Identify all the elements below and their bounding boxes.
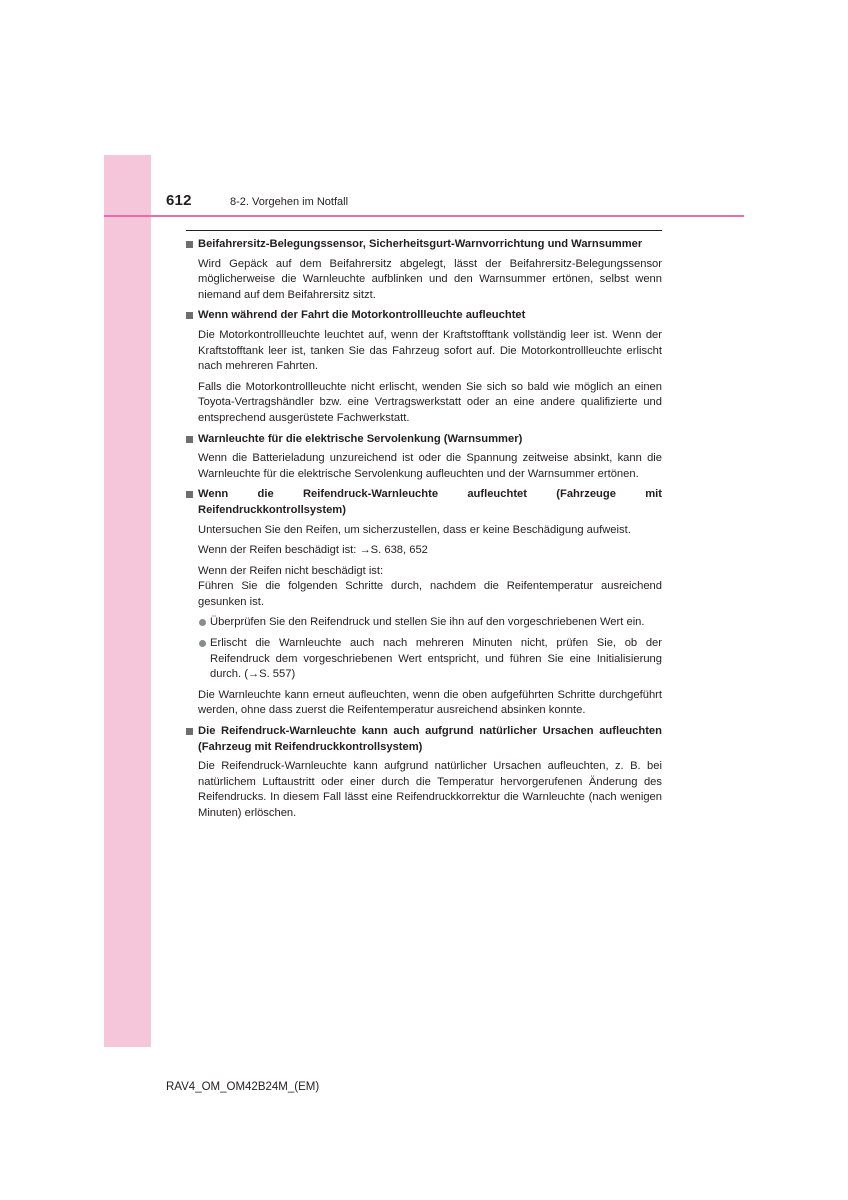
paragraph: Die Warnleuchte kann erneut aufleuchten, wenn die oben aufgeführten Schritte durchgeführt werden, ohne dass zuerst die Reifentemperatur ausreichend absinken konnte. — [198, 688, 662, 717]
entry-heading-text: Wenn die Reifendruck-Warnleuchte aufleuchtet (Fahrzeuge mit Reifendruckkontrollsystem) — [198, 488, 662, 516]
paragraph: Wenn die Batterieladung unzureichend ist oder die Spannung zeitweise absinkt, kann die Warnleuchte für die elektrische Servolenkung aufleuchten und der Warnsummer ertönen. — [198, 452, 662, 480]
paragraph: Wenn der Reifen beschädigt ist: →S. 638, 652 — [198, 544, 428, 557]
paragraph: Die Motorkontrollleuchte leuchtet auf, wenn der Kraftstofftank vollständig leer ist. Wenn der Kraftstofftank leer ist, tanken Sie das Fahrzeug sofort auf. Die Motorkontrollleuchte erlischt nach mehreren Fahrten. — [198, 328, 662, 373]
content-rule — [186, 230, 662, 231]
paragraph — [198, 564, 662, 611]
circle-bullet-icon — [199, 640, 206, 647]
paragraph: Falls die Motorkontrollleuchte nicht erlischt, wenden Sie sich so bald wie möglich an einen Toyota-Vertragshändler bzw. eine Vertragswerkstatt oder an eine andere qualifizierte und entsprechend ausgerüstete Fachwerkstatt. — [198, 380, 662, 424]
entry-tire-pressure-natural-causes — [186, 724, 662, 822]
entry-heading — [186, 487, 662, 518]
bullet-text: Überprüfen Sie den Reifendruck und stellen Sie ihn auf den vorgeschriebenen Wert ein. — [210, 616, 645, 629]
entry-passenger-sensor — [186, 237, 662, 303]
entry-heading-text: Warnleuchte für die elektrische Servolenkung (Warnsummer) — [198, 432, 523, 445]
bullet-item — [198, 636, 662, 683]
entry-engine-light — [186, 308, 662, 426]
document-id: RAV4_OM_OM42B24M_(EM) — [166, 1081, 320, 1093]
square-bullet-icon — [186, 436, 193, 443]
paragraph: Die Reifendruck-Warnleuchte kann aufgrund natürlicher Ursachen aufleuchten, z. B. bei natürlichem Luftaustritt oder einer durch die Temperatur hervorgerufenen Änderung des Reifendrucks. In diesem Fall lässt eine Reifendruckkorrektur die Warnleuchte (nach wenigen Minuten) erlöschen. — [198, 760, 662, 819]
square-bullet-icon — [186, 728, 193, 735]
entry-heading — [186, 237, 662, 253]
square-bullet-icon — [186, 241, 193, 248]
entry-power-steering — [186, 432, 662, 483]
entry-heading-text: Wenn während der Fahrt die Motorkontrollleuchte aufleuchtet — [198, 309, 526, 322]
page-number: 612 — [166, 192, 192, 209]
paragraph: Wird Gepäck auf dem Beifahrersitz abgelegt, lässt der Beifahrersitz-Belegungssensor möglicherweise die Warnleuchte aufblinken und den Warnsummer ertönen, selbst wenn niemand auf dem Beifahrersitz sitzt. — [198, 257, 662, 301]
entry-heading — [186, 308, 662, 324]
entry-heading-text: Beifahrersitz-Belegungssensor, Sicherheitsgurt-Warnvorrichtung und Warnsummer — [198, 238, 643, 250]
square-bullet-icon — [186, 491, 193, 498]
paragraph: Untersuchen Sie den Reifen, um sicherzustellen, dass er keine Beschädigung aufweist. — [198, 523, 631, 536]
chapter-color-tab — [104, 155, 151, 1047]
page-content — [186, 237, 662, 827]
entry-heading — [186, 724, 662, 755]
bullet-item — [198, 615, 662, 631]
entry-heading — [186, 432, 662, 448]
circle-bullet-icon — [199, 619, 206, 626]
paragraph-line: Wenn der Reifen nicht beschädigt ist: — [198, 564, 384, 577]
paragraph-line: Führen Sie die folgenden Schritte durch, nachdem die Reifentemperatur ausreichend gesunken ist. — [198, 580, 662, 608]
entry-heading-text: Die Reifendruck-Warnleuchte kann auch aufgrund natürlicher Ursachen aufleuchten (Fahrzeug mit Reifendruckkontrollsystem) — [198, 725, 662, 753]
section-title: 8-2. Vorgehen im Notfall — [230, 196, 349, 208]
bullet-text: Erlischt die Warnleuchte auch nach mehreren Minuten nicht, prüfen Sie, ob der Reifendruck dem vorgeschriebenen Wert entspricht, und führen Sie eine Initialisierung durch. (→S. 557) — [210, 637, 662, 681]
square-bullet-icon — [186, 312, 193, 319]
entry-tire-pressure-light — [186, 487, 662, 719]
header-rule — [104, 215, 744, 217]
